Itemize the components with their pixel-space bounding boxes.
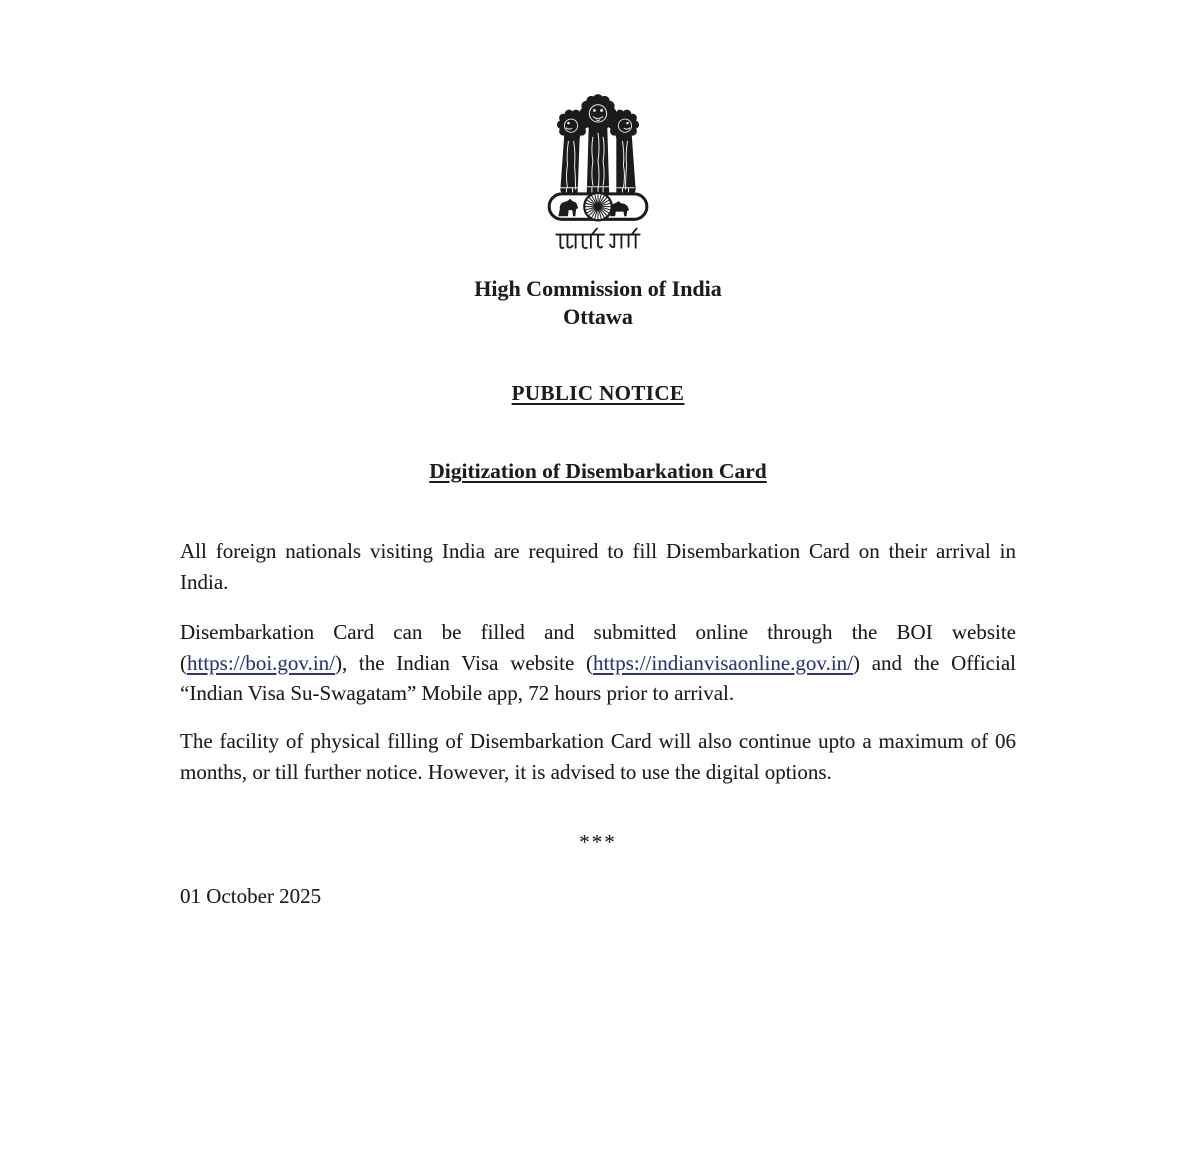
public-notice-row: [180, 381, 1016, 406]
paragraph-online-filing-seg3: ) and the Official “Indian Visa Su-Swagatam” Mobile app, 72 hours prior to arrival.: [180, 650, 1016, 705]
document-content: [180, 0, 1016, 1172]
satyameva-jayate-motto: [556, 228, 639, 248]
paragraph-online-filing: [180, 617, 1016, 709]
paragraph-physical-filing: The facility of physical filling of Disembarkation Card will also continue upto a maximum of 06 months, or till further notice. However, it is advised to use the digital options.: [180, 729, 1016, 784]
paragraph-arrival-requirement: All foreign nationals visiting India are required to fill Disembarkation Card on their arrival in India.: [180, 539, 1016, 594]
document-title-row: [180, 459, 1016, 484]
org-city: Ottawa: [563, 304, 633, 329]
paragraph-online-filing-seg2: ), the Indian Visa website (: [334, 650, 594, 675]
document-date: 01 October 2025: [180, 884, 322, 908]
org-name: High Commission of India: [474, 276, 722, 301]
paragraph-online-filing-seg1: Disembarkation Card can be filled and submitted online through the BOI website (: [180, 620, 1016, 675]
document-title: Digitization of Disembarkation Card: [429, 459, 767, 483]
ashoka-lion-capital-icon: [542, 88, 654, 259]
indian-visa-website-link[interactable]: https://indianvisaonline.gov.in/: [593, 650, 853, 675]
emblem-of-india: [542, 88, 654, 264]
end-separator: ***: [579, 830, 617, 854]
public-notice-heading: PUBLIC NOTICE: [511, 381, 685, 405]
boi-website-link[interactable]: https://boi.gov.in/: [187, 650, 335, 675]
